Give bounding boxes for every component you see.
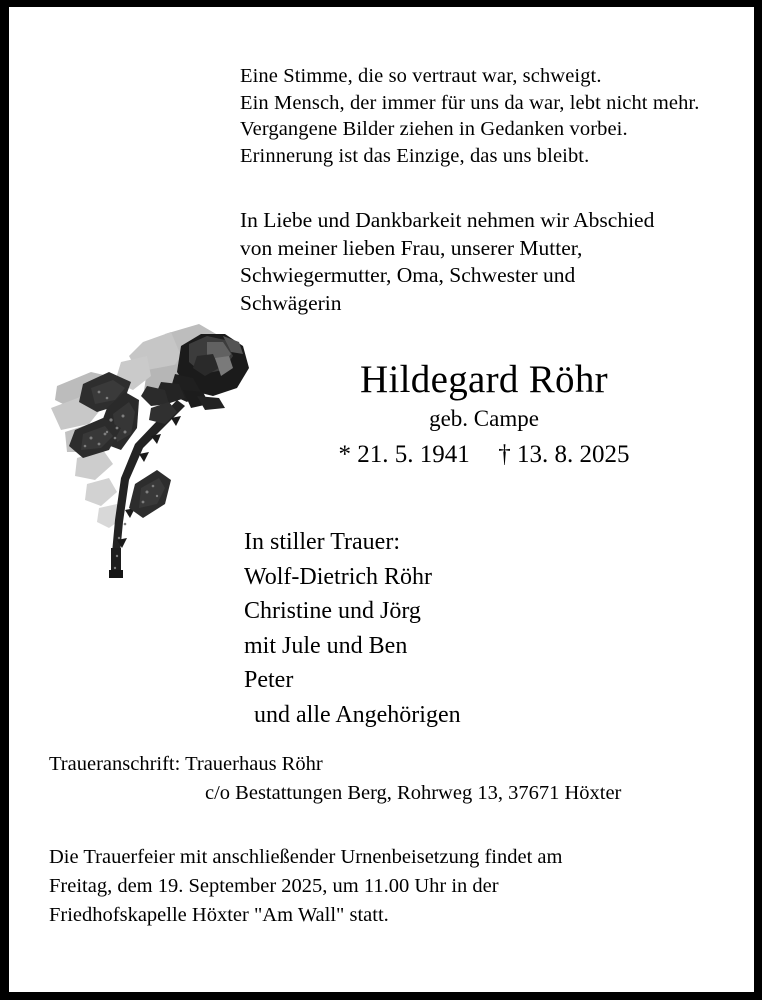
- dedication-line-2: von meiner lieben Frau, unserer Mutter,: [240, 235, 583, 260]
- mourners-heading: In stiller Trauer:: [244, 529, 400, 555]
- deceased-name: Hildegard Röhr: [360, 358, 608, 401]
- mourner-line-1: Wolf-Dietrich Röhr: [244, 563, 433, 590]
- dedication-text: [240, 207, 740, 317]
- death-symbol: †: [498, 441, 511, 468]
- mourner-line-4: Peter: [244, 667, 294, 693]
- mourner-line-5: und alle Angehörigen: [254, 701, 461, 728]
- birth-symbol: *: [338, 441, 351, 468]
- service-line-2: Freitag, dem 19. September 2025, um 11.00 Uhr in der: [49, 875, 499, 897]
- service-line-3: Friedhofskapelle Höxter "Am Wall" statt.: [49, 904, 389, 926]
- memorial-verse: [240, 63, 740, 169]
- mourner-line-3: mit Jule und Ben: [244, 632, 408, 659]
- service-line-1: Die Trauerfeier mit anschließender Urnenbeisetzung findet am: [49, 846, 563, 868]
- dedication-line-3: Schwiegermutter, Oma, Schwester und: [240, 263, 576, 287]
- verse-line-4: Erinnerung ist das Einzige, das uns bleibt.: [240, 144, 590, 167]
- birth-date: 21. 5. 1941: [357, 441, 470, 468]
- rose-illustration: [47, 312, 272, 582]
- notice-inner-area: [9, 7, 754, 992]
- contact-address-block: [49, 750, 739, 808]
- dedication-line-4: Schwägerin: [240, 290, 342, 315]
- maiden-name: geb. Campe: [429, 406, 539, 431]
- life-dates: [264, 439, 704, 471]
- verse-line-1: Eine Stimme, die so vertraut war, schweigt.: [240, 65, 602, 87]
- name-block: [264, 357, 704, 471]
- mourner-line-2: Christine und Jörg: [244, 598, 421, 624]
- dedication-line-1: In Liebe und Dankbarkeit nehmen wir Abschied: [240, 208, 655, 232]
- verse-line-2: Ein Mensch, der immer für uns da war, lebt nicht mehr.: [240, 91, 700, 114]
- death-date: 13. 8. 2025: [517, 441, 630, 468]
- verse-line-3: Vergangene Bilder ziehen in Gedanken vorbei.: [240, 118, 628, 140]
- service-details-block: [49, 843, 739, 930]
- mourners-block: [244, 525, 704, 732]
- contact-line-2: c/o Bestattungen Berg, Rohrweg 13, 37671 Höxter: [205, 782, 622, 804]
- contact-line-1: Traueranschrift: Trauerhaus Röhr: [49, 753, 323, 775]
